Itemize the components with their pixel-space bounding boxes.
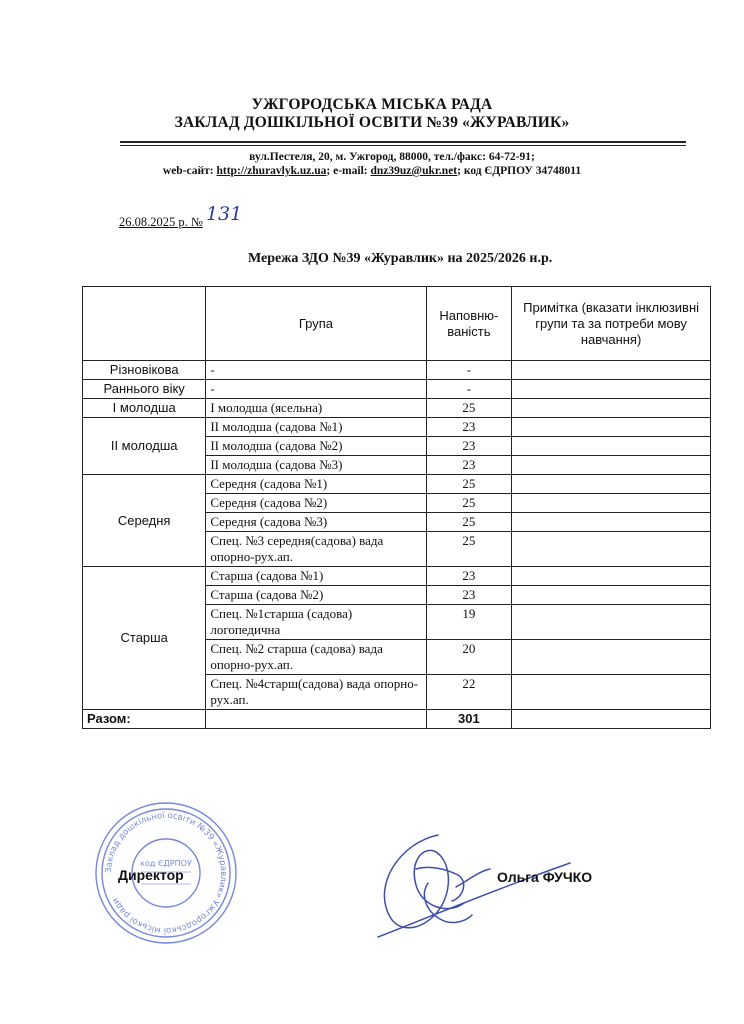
doc-date: 26.08.2025 р. №: [119, 215, 203, 229]
note-cell: [512, 675, 711, 710]
note-cell: [512, 586, 711, 605]
fill-cell: 25: [426, 399, 512, 418]
org-address: вул.Пестеля, 20, м. Ужгород, 88000, тел./факс: 64-72-91;: [249, 151, 535, 163]
table-row: [83, 361, 711, 380]
fill-cell: 22: [426, 675, 512, 710]
fill-cell: 23: [426, 567, 512, 586]
director-label: Директор: [118, 867, 184, 883]
subgroup-cell: Старша (садова №2): [206, 586, 426, 605]
subgroup-cell: ІІ молодша (садова №3): [206, 456, 426, 475]
subgroup-cell: Середня (садова №2): [206, 494, 426, 513]
total-note: [512, 710, 711, 729]
subgroup-cell: -: [206, 361, 426, 380]
fill-cell: 25: [426, 494, 512, 513]
header-fill: Наповню-ваність: [426, 287, 512, 361]
fill-cell: 23: [426, 456, 512, 475]
table-header-row: [83, 287, 711, 361]
subgroup-cell: Середня (садова №1): [206, 475, 426, 494]
header-note: Примітка (вказати інклюзивні групи та за потреби мову навчання): [512, 287, 711, 361]
subgroup-cell: Спец. №3 середня(садова) вада опорно-рух.ап.: [206, 532, 426, 567]
fill-cell: -: [426, 361, 512, 380]
note-cell: [512, 640, 711, 675]
website-link[interactable]: http://zhuravlyk.uz.ua: [216, 165, 327, 177]
org-contacts: web-сайт: http://zhuravlyk.uz.ua; e-mail: dnz39uz@ukr.net; код ЄДРПОУ 34748011: [162, 165, 582, 177]
subgroup-cell: І молодша (ясельна): [206, 399, 426, 418]
note-cell: [512, 567, 711, 586]
group-cell: Раннього віку: [83, 380, 206, 399]
seal-ring-text: Заклад дошкільної освіти №39 «Журавлик» Ужгородської міської ради: [103, 810, 229, 936]
header-blank: [83, 287, 206, 361]
seal-code-label: код ЄДРПОУ: [140, 859, 192, 868]
note-cell: [512, 513, 711, 532]
total-label: Разом:: [83, 710, 206, 729]
fill-cell: 25: [426, 475, 512, 494]
fill-cell: 25: [426, 513, 512, 532]
table-row: [83, 399, 711, 418]
header-rule-thin: [120, 145, 686, 146]
org-institution-name: ЗАКЛАД ДОШКІЛЬНОЇ ОСВІТИ №39 «ЖУРАВЛИК»: [174, 114, 570, 131]
note-cell: [512, 380, 711, 399]
note-cell: [512, 475, 711, 494]
groups-table: [82, 286, 711, 729]
subgroup-cell: Спец. №4старш(садова) вада опорно-рух.ап.: [206, 675, 426, 710]
table-row: [83, 380, 711, 399]
header-rule-thick: [120, 141, 686, 143]
note-cell: [512, 418, 711, 437]
fill-cell: 20: [426, 640, 512, 675]
director-signature: [360, 825, 593, 945]
note-cell: [512, 399, 711, 418]
subgroup-cell: -: [206, 380, 426, 399]
note-cell: [512, 361, 711, 380]
group-cell: І молодша: [83, 399, 206, 418]
header-group: Група: [206, 287, 426, 361]
note-cell: [512, 456, 711, 475]
fill-cell: -: [426, 380, 512, 399]
note-cell: [512, 605, 711, 640]
total-row: [83, 710, 711, 729]
fill-cell: 23: [426, 586, 512, 605]
subgroup-cell: Старша (садова №1): [206, 567, 426, 586]
subgroup-cell: Спец. №2 старша (садова) вада опорно-рух.ап.: [206, 640, 426, 675]
doc-number: 131: [205, 203, 243, 225]
doc-date-number: [119, 203, 243, 231]
email-link[interactable]: dnz39uz@ukr.net: [370, 165, 458, 177]
note-cell: [512, 494, 711, 513]
group-cell: ІІ молодша: [83, 418, 206, 475]
subgroup-cell: Спец. №1старша (садова) логопедична: [206, 605, 426, 640]
note-cell: [512, 532, 711, 567]
total-blank: [206, 710, 426, 729]
fill-cell: 25: [426, 532, 512, 567]
fill-cell: 19: [426, 605, 512, 640]
fill-cell: 23: [426, 437, 512, 456]
table-row: [83, 418, 711, 437]
group-cell: Середня: [83, 475, 206, 567]
note-cell: [512, 437, 711, 456]
org-city-council: УЖГОРОДСЬКА МІСЬКА РАДА: [251, 96, 493, 113]
total-value: 301: [426, 710, 512, 729]
subgroup-cell: ІІ молодша (садова №2): [206, 437, 426, 456]
subgroup-cell: ІІ молодша (садова №1): [206, 418, 426, 437]
group-cell: Старша: [83, 567, 206, 710]
table-row: [83, 567, 711, 586]
doc-title: Мережа ЗДО №39 «Журавлик» на 2025/2026 н.р.: [248, 251, 553, 266]
fill-cell: 23: [426, 418, 512, 437]
director-name: Ольга ФУЧКО: [497, 869, 593, 885]
group-cell: Різновікова: [83, 361, 206, 380]
table-row: [83, 475, 711, 494]
subgroup-cell: Середня (садова №3): [206, 513, 426, 532]
